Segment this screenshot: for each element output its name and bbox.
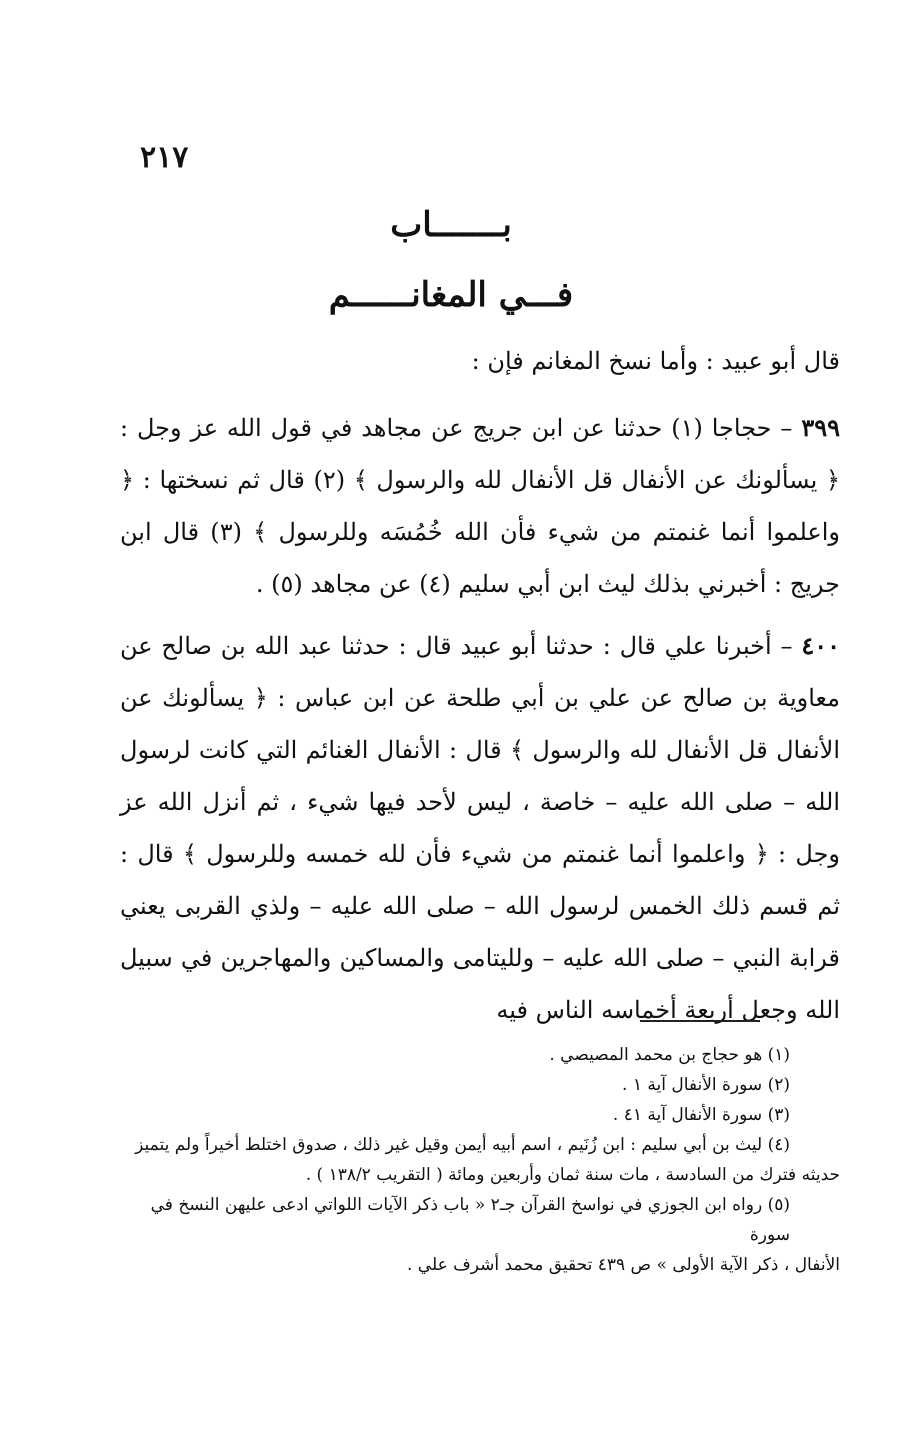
paragraph-400: [120, 620, 840, 1036]
chapter-title: بـــــــاب: [390, 205, 512, 245]
paragraph-text: – أخبرنا علي قال : حدثنا أبو عبيد قال : حدثنا عبد الله بن صالح عن معاوية بن صالح عن علي بن أبي طلحة عن ابن عباس : ﴿ يسألونك عن الأنفال قل الأنفال لله والرسول ﴾ قال : الأنفال الغنائم التي كانت لرسول الله – صلى الله عليه – خاصة ، ليس لأحد فيها شيء ، ثم أنزل الله عز وجل : ﴿ واعلموا أنما غنمتم من شيء فأن لله خمسه وللرسول ﴾ قال : ثم قسم ذلك الخمس لرسول الله – صلى الله عليه – ولذي القربى يعني قرابة النبي – صلى الله عليه – ولليتامى والمساكين والمهاجرين في سبيل الله وجعل أربعة أخماسه الناس فيه: [120, 632, 840, 1024]
chapter-subtitle: فـــي المغانــــــم: [328, 275, 574, 315]
footnote-3: (٣) سورة الأنفال آية ٤١ .: [612, 1105, 790, 1125]
footnote-4-continued: حديثه فترك من السادسة ، مات سنة ثمان وأربعين ومائة ( التقريب ١٣٨/٢ ) .: [305, 1165, 840, 1185]
footnote-5: (٥) رواه ابن الجوزي في نواسخ القرآن جـ٢ « باب ذكر الآيات اللواتي ادعى عليهن النسخ في سورة: [150, 1195, 790, 1245]
footnote-5-continued: الأنفال ، ذكر الآية الأولى » ص ٤٣٩ تحقيق محمد أشرف علي .: [406, 1255, 840, 1275]
paragraph-number: ٤٠٠: [801, 631, 840, 660]
footnote-1: (١) هو حجاج بن محمد المصيصي .: [549, 1045, 790, 1065]
intro-line: قال أبو عبيد : وأما نسخ المغانم فإن :: [471, 347, 840, 375]
paragraph-number: ٣٩٩: [801, 413, 840, 442]
paragraph-399: [120, 402, 840, 610]
footnotes: [120, 1040, 840, 1280]
footnote-4: (٤) ليث بن أبي سليم : ابن زُنَيم ، اسم أبيه أيمن وقيل غير ذلك ، صدوق اختلط أخيراً ولم يتميز: [135, 1135, 790, 1155]
footnote-2: (٢) سورة الأنفال آية ١ .: [622, 1075, 790, 1095]
footnote-separator: [640, 1020, 760, 1022]
page-number: ٢١٧: [140, 140, 189, 175]
paragraph-text: – حجاجا (١) حدثنا عن ابن جريج عن مجاهد في قول الله عز وجل : ﴿ يسألونك عن الأنفال قل الأنفال لله والرسول ﴾ (٢) قال ثم نسختها : ﴿ واعلموا أنما غنمتم من شيء فأن الله خُمُسَه وللرسول ﴾ (٣) قال ابن جريج : أخبرني بذلك ليث ابن أبي سليم (٤) عن مجاهد (٥) .: [120, 414, 841, 598]
